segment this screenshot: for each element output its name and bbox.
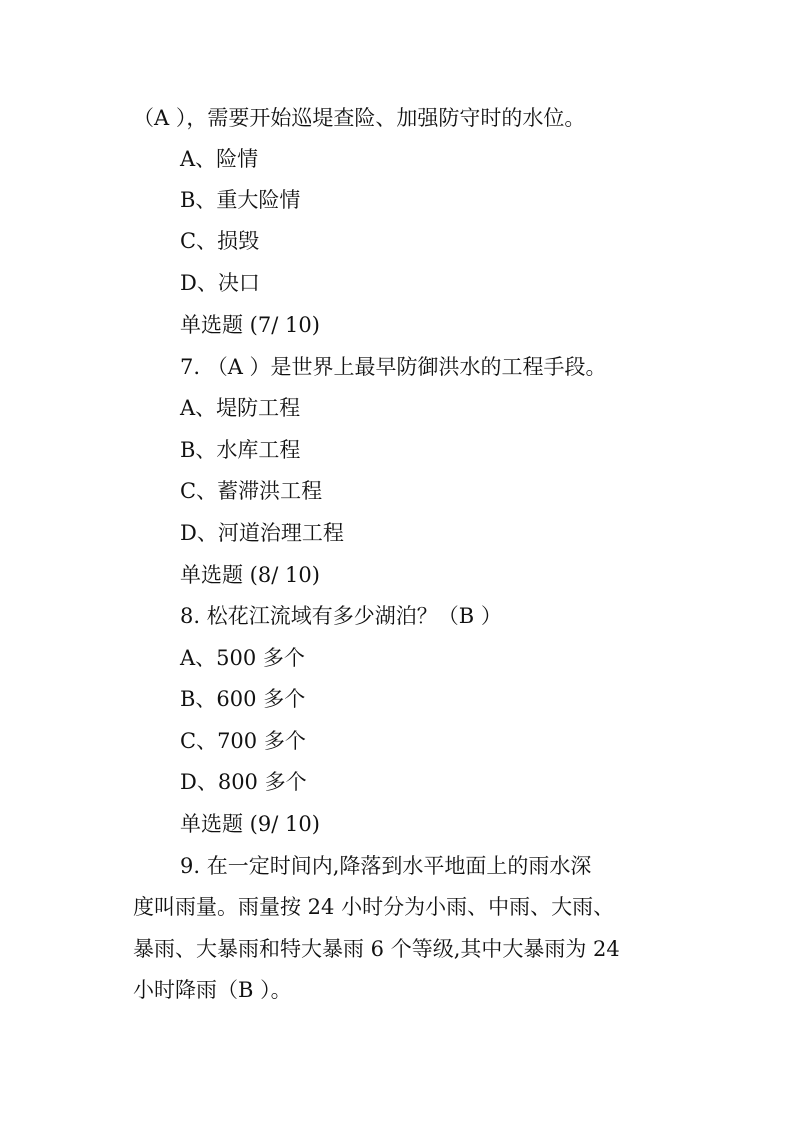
question-7-option-d: D、河道治理工程 [180, 521, 344, 545]
question-7-option-b: B、水库工程 [180, 438, 301, 462]
question-6-option-c: C、损毁 [180, 229, 260, 253]
question-8-option-a: A、500 多个 [180, 646, 305, 670]
question-6-option-b: B、重大险情 [180, 188, 301, 212]
question-8-option-c: C、700 多个 [180, 729, 306, 753]
question-7-stem: 7. （A ）是世界上最早防御洪水的工程手段。 [180, 355, 607, 379]
question-9-stem-line-4: 小时降雨（B ）。 [133, 978, 292, 1002]
question-9-stem-line-2: 度叫雨量。雨量按 24 小时分为小雨、中雨、大雨、 [133, 895, 615, 919]
question-8-stem: 8. 松花江流域有多少湖泊？（B ） [180, 604, 502, 628]
question-7-type-label: 单选题 (7/ 10) [180, 313, 320, 337]
question-7-option-c: C、蓄滞洪工程 [180, 479, 323, 503]
question-9-type-label: 单选题 (9/ 10) [180, 812, 320, 836]
question-7-option-a: A、堤防工程 [180, 396, 301, 420]
question-8-option-d: D、800 多个 [180, 770, 307, 794]
question-6-option-d: D、决口 [180, 271, 260, 295]
question-9-stem-line-3: 暴雨、大暴雨和特大暴雨 6 个等级,其中大暴雨为 24 [133, 937, 620, 961]
question-6-option-a: A、险情 [180, 147, 259, 171]
question-8-option-b: B、600 多个 [180, 687, 306, 711]
question-6-stem-tail: （A ），需要开始巡堤查险、加强防守时的水位。 [133, 106, 586, 130]
question-9-stem-line-1: 9. 在一定时间内,降落到水平地面上的雨水深 [180, 854, 592, 878]
question-8-type-label: 单选题 (8/ 10) [180, 563, 320, 587]
